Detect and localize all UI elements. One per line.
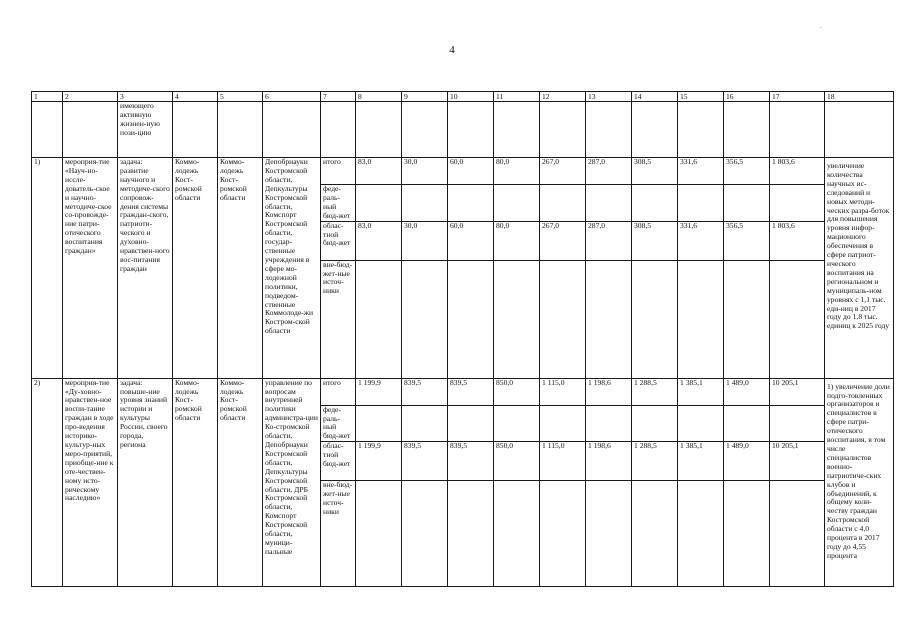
value-cell: 83,0 bbox=[356, 158, 402, 185]
value-cell: 1 115,0 bbox=[540, 378, 586, 405]
source-label: итого bbox=[321, 158, 356, 185]
value-cell: 83,0 bbox=[356, 221, 402, 260]
expected-result: увеличение количества научных ис-следований и новых методи-ческих разра-боток для повышения уровня инфор-мационного обеспечения в сфере патриот-ического воспитания на региональном и муниципаль-ном уровнях с 1,1 тыс. еди-ниц в 2017 году до 1,8 тыс. единиц к 2025 году bbox=[825, 158, 894, 379]
col-header: 18 bbox=[825, 92, 894, 102]
source-label: облас-тной бюд-жет bbox=[321, 221, 356, 260]
event-row bbox=[32, 158, 894, 185]
event-task: задача: развитие научного и методиче-ского сопровож-дения системы граждан-ского, патриоти-ческого и духовно-нравствен-ного вос-питания граждан bbox=[118, 158, 173, 379]
col-header: 13 bbox=[586, 92, 632, 102]
value-cell: 356,5 bbox=[724, 158, 770, 185]
executor-responsible: Коммо-лодежь Кост-ромской области bbox=[173, 158, 218, 379]
value-cell: 850,0 bbox=[494, 378, 540, 405]
value-cell: 1 199,9 bbox=[356, 442, 402, 481]
value-cell: 1 198,6 bbox=[586, 378, 632, 405]
value-cell: 1 385,1 bbox=[678, 442, 724, 481]
value-cell: 839,5 bbox=[402, 378, 448, 405]
event-row bbox=[32, 378, 894, 405]
event-participants: Депобрнауки Костромской области, Депкультуры Костромской области, Комспорт Костромской области, государ-ственные учреждения в сфере мо-лодежной политики, подведом-ственные Коммолоде-жи Костром-ской области bbox=[263, 158, 321, 379]
col-header: 7 bbox=[321, 92, 356, 102]
col-header: 5 bbox=[218, 92, 263, 102]
value-cell: 1 489,0 bbox=[724, 378, 770, 405]
value-cell: 1 803,6 bbox=[770, 158, 825, 185]
value-cell: 30,0 bbox=[402, 158, 448, 185]
value-cell: 1 385,1 bbox=[678, 378, 724, 405]
source-label: облас-тной бюд-жет bbox=[321, 442, 356, 481]
value-cell: 839,5 bbox=[448, 442, 494, 481]
event-participants: управление по вопросам внутренней политики администра-ции Ко-стромской области, Депобрнауки Костромской области, Депкультуры Костромской области, ДРБ Костромской области, Комспорт Костромской области, муници-пальные bbox=[263, 378, 321, 587]
event-index: 1) bbox=[32, 158, 63, 379]
col-header: 10 bbox=[448, 92, 494, 102]
executor-coordinator: Коммо-лодежь Кост-ромской области bbox=[218, 378, 263, 587]
value-cell: 839,5 bbox=[448, 378, 494, 405]
value-cell: 60,0 bbox=[448, 221, 494, 260]
executor-responsible: Коммо-лодежь Кост-ромской области bbox=[173, 378, 218, 587]
col-header: 4 bbox=[173, 92, 218, 102]
source-label: вне-бюд-жет-ные источ-ники bbox=[321, 260, 356, 378]
value-cell: 1 489,0 bbox=[724, 442, 770, 481]
value-cell: 331,6 bbox=[678, 221, 724, 260]
value-cell: 267,0 bbox=[540, 221, 586, 260]
value-cell: 1 803,6 bbox=[770, 221, 825, 260]
value-cell: 1 288,5 bbox=[632, 378, 678, 405]
value-cell: 80,0 bbox=[494, 158, 540, 185]
col-header: 12 bbox=[540, 92, 586, 102]
col-header: 2 bbox=[63, 92, 118, 102]
value-cell: 1 115,0 bbox=[540, 442, 586, 481]
value-cell: 308,5 bbox=[632, 221, 678, 260]
source-label: итого bbox=[321, 378, 356, 405]
col-header: 1 bbox=[32, 92, 63, 102]
page-number: 4 bbox=[449, 44, 455, 56]
carry-over-row bbox=[32, 102, 894, 158]
program-table bbox=[31, 91, 894, 587]
event-index: 2) bbox=[32, 378, 63, 587]
event-title: мероприя-тие «Ду-ховно-нравствен-ное воспи-тание граждан в ходе про-ведения историко-культур-ных меро-приятий, приобще-ние к оте-чествен-ному исто-рическому наследию» bbox=[63, 378, 118, 587]
column-number-row bbox=[32, 92, 894, 102]
source-label: вне-бюд-жет-ные источ-ники bbox=[321, 481, 356, 587]
value-cell: 30,0 bbox=[402, 221, 448, 260]
value-cell: 1 198,6 bbox=[586, 442, 632, 481]
col-header: 14 bbox=[632, 92, 678, 102]
col-header: 8 bbox=[356, 92, 402, 102]
value-cell: 60,0 bbox=[448, 158, 494, 185]
event-title: мероприя-тие «Науч-но-иссле-дователь-ское и научно-методиче-ское со-провожде-ние патри-отического воспитания граждан» bbox=[63, 158, 118, 379]
event-task: задача: повыше-ние уровня знаний истории и культуры России, своего города, региона bbox=[118, 378, 173, 587]
value-cell: 10 205,1 bbox=[770, 442, 825, 481]
value-cell: 850,0 bbox=[494, 442, 540, 481]
task-tail: имеющего активную жизнен-ную пози-цию bbox=[118, 102, 173, 158]
col-header: 6 bbox=[263, 92, 321, 102]
col-header: 3 bbox=[118, 92, 173, 102]
value-cell: 308,5 bbox=[632, 158, 678, 185]
value-cell: 80,0 bbox=[494, 221, 540, 260]
value-cell: 356,5 bbox=[724, 221, 770, 260]
value-cell: 1 199,9 bbox=[356, 378, 402, 405]
expected-result: 1) увеличение доли подго-товленных организаторов и специалистов в сфере патри-отического воспитания, в том числе специалистов военно-патриотиче-ских клубов и объединений, к общему коли-честву граждан Костромской области с 4,0 процента в 2017 году до 4,55 процента bbox=[825, 378, 894, 587]
program-table-container bbox=[31, 91, 894, 587]
col-header: 9 bbox=[402, 92, 448, 102]
value-cell: 1 288,5 bbox=[632, 442, 678, 481]
col-header: 16 bbox=[724, 92, 770, 102]
value-cell: 267,0 bbox=[540, 158, 586, 185]
corner-mark: . bbox=[820, 22, 822, 30]
col-header: 15 bbox=[678, 92, 724, 102]
value-cell: 287,0 bbox=[586, 221, 632, 260]
source-label: феде-раль-ный бюд-жет bbox=[321, 405, 356, 442]
col-header: 11 bbox=[494, 92, 540, 102]
col-header: 17 bbox=[770, 92, 825, 102]
source-label: феде-раль-ный бюд-жет bbox=[321, 185, 356, 222]
value-cell: 331,6 bbox=[678, 158, 724, 185]
executor-coordinator: Коммо-лодежь Кост-ромской области bbox=[218, 158, 263, 379]
value-cell: 839,5 bbox=[402, 442, 448, 481]
value-cell: 287,0 bbox=[586, 158, 632, 185]
value-cell: 10 205,1 bbox=[770, 378, 825, 405]
